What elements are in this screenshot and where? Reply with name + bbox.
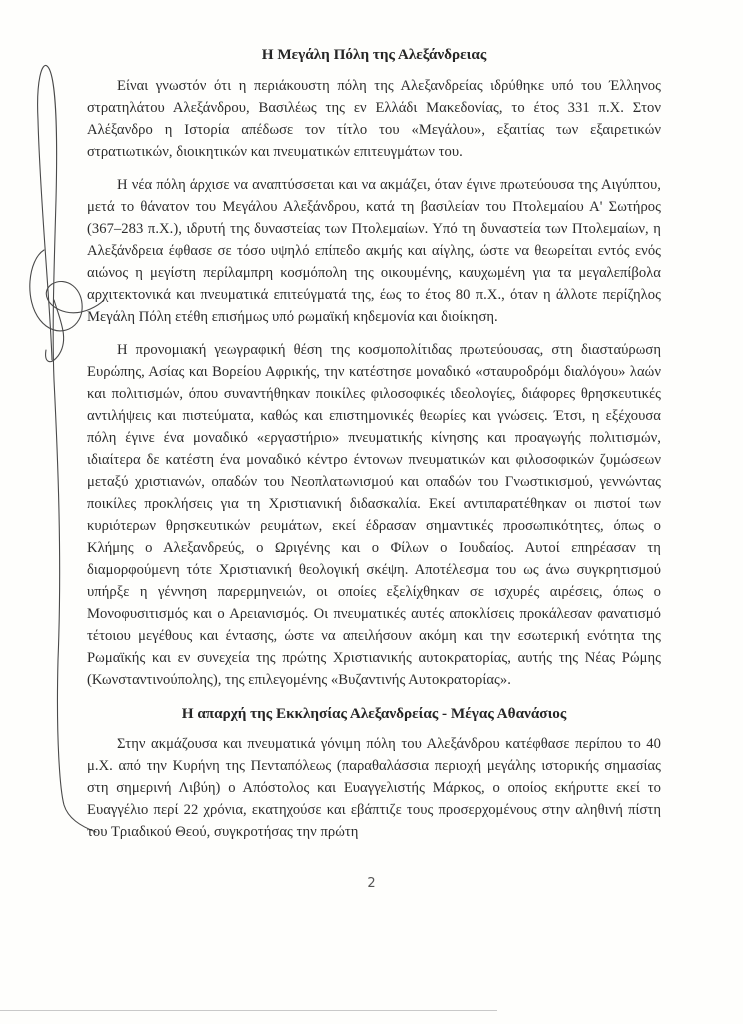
paragraph-apostle-mark: Στην ακμάζουσα και πνευματικά γόνιμη πόλη του Αλεξάνδρου κατέφθασε περίπου το 40 μ.Χ. από την Κυρήνη της Πενταπόλεως (παραθαλάσσια περιοχή μεγάλης ιστορικής σημασίας στη σημερινή Λιβύη) ο Απόστολος και Ευαγγελιστής Μάρκος, ο οποίος εκήρυττε εκεί το Ευαγγέλιο περί 22 χρόνια, εκατηχούσε και εβάπτιζε τους προσερχομένους στην αληθινή πίστη του Τριαδικού Θεού, συγκροτήσας την πρώτη [87,736,661,840]
scan-edge-line [0,1010,497,1011]
section-title: Η απαρχή της Εκκλησίας Αλεξανδρείας - Μέγας Αθανάσιος [181,705,567,722]
page-number: 2 [367,876,376,891]
document-body [87,44,661,854]
paragraph-crossroads: Η προνομιακή γεωγραφική θέση της κοσμοπολίτιδας πρωτεύουσας, στη διασταύρωση Ευρώπης, Ασίας και Βορείου Αφρικής, την κατέστησε μοναδικό «σταυροδρόμι διαλόγου» λαών και πολιτισμών, όπου συναντήθηκαν ποικίλες φιλοσοφικές ιδεολογίες, διάφορες θρησκευτικές αντιλήψεις και πιστεύματα, καθώς και επιστημονικές θεωρίες και γνώσεις. Έτσι, η εξέχουσα πόλη έγινε ένα μοναδικό «εργαστήριο» πνευματικής κίνησης και προαγωγής πολιτισμών, ιδιαίτερα δε κατέστη ένα μοναδικό κέντρο έντονων πνευματικών και φιλοσοφικών ζυμώσεων μεταξύ χριστιανών, οπαδών του Νεοπλατωνισμού και οπαδών του Γνωστικισμού, γεννώντας ποικίλες προκλήσεις για τη Χριστιανική διδασκαλία. Εκεί αντιπαρατέθηκαν οι πιστοί των κυριότερων θρησκευτικών ρευμάτων, εκεί έδρασαν σημαντικές προσωπικότητες, όπως ο Κλήμης ο Αλεξανδρεύς, ο Ωριγένης και ο Φίλων ο Ιουδαίος. Αυτοί επηρέασαν τη διαμορφούμενη τότε Χριστιανική θεολογική σκέψη. Αποτέλεσμα του ως άνω συγκρητισμού υπήρξε η γέννηση παρερμηνειών, οι οποίες εξελίχθηκαν σε ισχυρές αιρέσεις, όπως ο Μονοφυσιτισμός και ο Αρειανισμός. Οι πνευματικές αυτές αποκλίσεις προκάλεσαν φανατισμό τέτοιου μεγέθους και έντασης, ώστε να απειλήσουν ακόμη και την εσωτερική ενότητα της Ρωμαϊκής και εν συνεχεία της πρώτης Χριστιανικής αυτοκρατορίας, αυτής της Νέας Ρώμης (Κωνσταντινούπολης), της επιλεγομένης «Βυζαντινής Αυτοκρατορίας». [87,342,661,688]
paragraph-ptolemies: Η νέα πόλη άρχισε να αναπτύσσεται και να ακμάζει, όταν έγινε πρωτεύουσα της Αιγύπτου, μετά το θάνατον του Μεγάλου Αλεξάνδρου, κατά τη βασιλείαν του Πτολεμαίου Α' Σωτήρος (367–283 π.Χ.), ιδρυτή της δυναστείας των Πτολεμαίων. Υπό τη δυναστεία των Πτολεμαίων, η Αλεξάνδρεια έφθασε σε τόσο υψηλό επίπεδο ακμής και αίγλης, ώστε να θεωρείται εντός ενός αιώνος η μεγίστη περίλαμπρη κοσμόπολη της οικουμένης, καυχωμένη για τα μεγαλεπίβολα αρχιτεκτονικά και πνευματικά επιτεύγματά της, έως το έτος 80 π.Χ., όταν η άλλοτε περίζηλος Μεγάλη Πόλη ετέθη επισήμως υπό ρωμαϊκή κηδεμονία και διοίκηση. [87,177,661,325]
document-title: Η Μεγάλη Πόλη της Αλεξάνδρειας [261,46,487,63]
paragraph-founding: Είναι γνωστόν ότι η περιάκουστη πόλη της Αλεξανδρείας ιδρύθηκε υπό του Έλληνος στρατηλάτου Αλεξάνδρου, Βασιλέως της εν Ελλάδι Μακεδονίας, το έτος 331 π.Χ. Στον Αλέξανδρο η Ιστορία απέδωσε τον τίτλο του «Μεγάλου», εξαιτίας των εξαιρετικών στρατιωτικών, διοικητικών και πνευματικών επιτευγμάτων του. [87,78,661,160]
